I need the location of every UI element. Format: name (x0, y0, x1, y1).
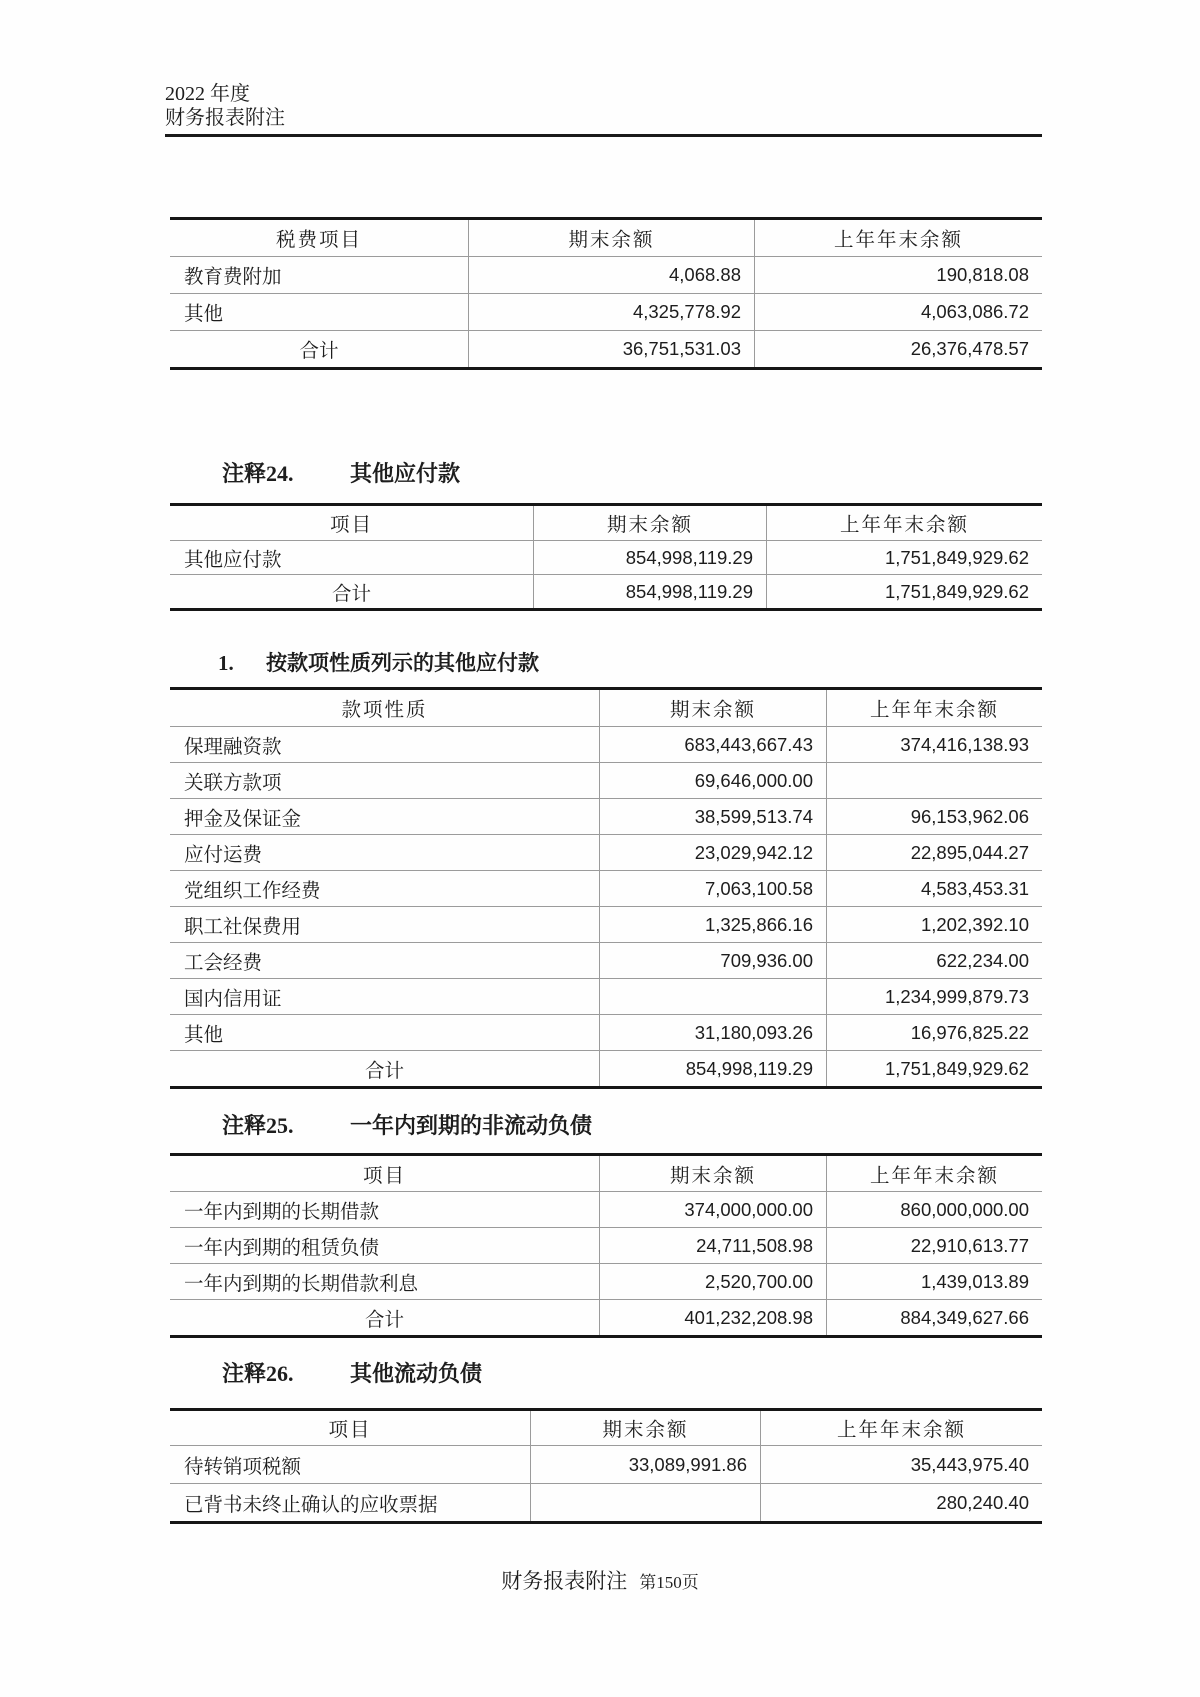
table-other-payables-by-nature (170, 687, 1042, 1089)
table-non-current-due-within-one-year (170, 1153, 1042, 1338)
amount-current: 854,998,119.29 (533, 541, 766, 574)
table-row (170, 978, 1042, 1014)
table-row (170, 1445, 1042, 1483)
amount-prior: 4,583,453.31 (826, 871, 1042, 906)
amount-prior: 1,751,849,929.62 (826, 1051, 1042, 1086)
column-header: 期末余额 (599, 1156, 826, 1191)
sub-number: 1. (218, 651, 234, 675)
amount-current (599, 979, 826, 1014)
table-row (170, 1263, 1042, 1299)
amount-prior (826, 763, 1042, 798)
row-label: 一年内到期的长期借款 (184, 1201, 380, 1223)
amount-current: 854,998,119.29 (533, 575, 766, 608)
row-label: 合计 (364, 1060, 404, 1082)
amount-prior: 860,000,000.00 (826, 1192, 1042, 1227)
sub-heading-by-nature (218, 650, 539, 677)
note-number: 注释25. (222, 1113, 294, 1138)
table-total-row (170, 330, 1042, 367)
table-row (170, 1014, 1042, 1050)
amount-prior: 1,751,849,929.62 (766, 541, 1042, 574)
note-title: 其他应付款 (350, 461, 461, 486)
amount-prior: 622,234.00 (826, 943, 1042, 978)
table-other-payables-summary (170, 503, 1042, 611)
table-row (170, 870, 1042, 906)
amount-prior: 4,063,086.72 (754, 294, 1042, 330)
table-header-row (170, 1156, 1042, 1191)
table-row (170, 942, 1042, 978)
footer-doc-title: 财务报表附注 (501, 1569, 628, 1593)
table-total-row (170, 574, 1042, 608)
column-header: 项目 (328, 1420, 372, 1441)
column-header: 项目 (329, 515, 373, 536)
amount-prior: 190,818.08 (754, 257, 1042, 293)
amount-current: 4,325,778.92 (468, 294, 754, 330)
table-header-row (170, 220, 1042, 256)
row-label: 保理融资款 (184, 736, 282, 758)
table-row (170, 834, 1042, 870)
amount-current: 683,443,667.43 (599, 727, 826, 762)
page-footer (0, 1565, 1200, 1595)
column-header: 税费项目 (275, 230, 362, 251)
amount-prior: 1,439,013.89 (826, 1264, 1042, 1299)
amount-prior: 22,910,613.77 (826, 1228, 1042, 1263)
note-number: 注释26. (222, 1361, 294, 1386)
column-header: 上年年末余额 (826, 1156, 1042, 1191)
column-header: 款项性质 (341, 700, 428, 721)
amount-prior: 374,416,138.93 (826, 727, 1042, 762)
table-row (170, 256, 1042, 293)
report-year: 2022 年度 (165, 83, 250, 105)
table-row (170, 293, 1042, 330)
amount-current: 2,520,700.00 (599, 1264, 826, 1299)
row-label: 合计 (331, 583, 371, 605)
column-header: 期末余额 (530, 1411, 760, 1445)
report-title: 财务报表附注 (165, 107, 285, 129)
amount-current: 24,711,508.98 (599, 1228, 826, 1263)
column-header: 期末余额 (533, 506, 766, 540)
amount-current (530, 1484, 760, 1521)
amount-prior: 280,240.40 (760, 1484, 1042, 1521)
row-label: 一年内到期的租赁负债 (184, 1237, 380, 1259)
amount-prior: 1,751,849,929.62 (766, 575, 1042, 608)
amount-current: 31,180,093.26 (599, 1015, 826, 1050)
amount-prior: 884,349,627.66 (826, 1300, 1042, 1335)
section-heading-note24 (222, 460, 460, 488)
note-title: 一年内到期的非流动负债 (350, 1113, 593, 1138)
row-label: 已背书未终止确认的应收票据 (184, 1494, 438, 1516)
column-header: 上年年末余额 (754, 220, 1042, 256)
table-total-row (170, 1050, 1042, 1086)
row-label: 待转销项税额 (184, 1456, 302, 1478)
amount-current: 374,000,000.00 (599, 1192, 826, 1227)
amount-prior: 16,976,825.22 (826, 1015, 1042, 1050)
amount-current: 4,068.88 (468, 257, 754, 293)
table-header-row (170, 506, 1042, 540)
table-tax-surcharges (170, 217, 1042, 370)
column-header: 上年年末余额 (826, 690, 1042, 726)
row-label: 其他 (184, 304, 224, 325)
amount-prior: 26,376,478.57 (754, 331, 1042, 367)
amount-current: 709,936.00 (599, 943, 826, 978)
row-label: 工会经费 (184, 952, 263, 974)
table-row (170, 762, 1042, 798)
table-header-row (170, 690, 1042, 726)
amount-current: 69,646,000.00 (599, 763, 826, 798)
column-header: 上年年末余额 (766, 506, 1042, 540)
row-label: 关联方款项 (184, 772, 282, 794)
row-label: 押金及保证金 (184, 808, 302, 830)
amount-prior: 1,202,392.10 (826, 907, 1042, 942)
table-header-row (170, 1411, 1042, 1445)
amount-prior: 22,895,044.27 (826, 835, 1042, 870)
row-label: 国内信用证 (184, 988, 282, 1010)
row-label: 教育费附加 (184, 267, 282, 288)
table-row (170, 1227, 1042, 1263)
header-rule (165, 134, 1042, 137)
amount-prior: 1,234,999,879.73 (826, 979, 1042, 1014)
table-row (170, 906, 1042, 942)
amount-current: 38,599,513.74 (599, 799, 826, 834)
row-label: 其他应付款 (184, 549, 282, 571)
table-row (170, 540, 1042, 574)
note-number: 注释24. (222, 461, 294, 486)
amount-prior: 96,153,962.06 (826, 799, 1042, 834)
row-label: 职工社保费用 (184, 916, 302, 938)
footer-page-number: 第150页 (639, 1573, 699, 1592)
row-label: 一年内到期的长期借款利息 (184, 1273, 419, 1295)
table-other-current-liabilities (170, 1408, 1042, 1524)
amount-current: 7,063,100.58 (599, 871, 826, 906)
amount-current: 36,751,531.03 (468, 331, 754, 367)
row-label: 合计 (299, 341, 339, 362)
table-row (170, 798, 1042, 834)
column-header: 期末余额 (468, 220, 754, 256)
row-label: 党组织工作经费 (184, 880, 321, 902)
table-row (170, 726, 1042, 762)
amount-current: 1,325,866.16 (599, 907, 826, 942)
table-row (170, 1191, 1042, 1227)
row-label: 其他 (184, 1024, 224, 1046)
row-label: 合计 (364, 1309, 404, 1331)
amount-current: 854,998,119.29 (599, 1051, 826, 1086)
column-header: 上年年末余额 (760, 1411, 1042, 1445)
column-header: 期末余额 (599, 690, 826, 726)
section-heading-note26 (222, 1360, 482, 1388)
amount-prior: 35,443,975.40 (760, 1446, 1042, 1483)
amount-current: 33,089,991.86 (530, 1446, 760, 1483)
column-header: 项目 (362, 1165, 406, 1187)
section-heading-note25 (222, 1112, 592, 1140)
table-total-row (170, 1299, 1042, 1335)
note-title: 其他流动负债 (350, 1361, 483, 1386)
amount-current: 23,029,942.12 (599, 835, 826, 870)
amount-current: 401,232,208.98 (599, 1300, 826, 1335)
table-row (170, 1483, 1042, 1521)
sub-title: 按款项性质列示的其他应付款 (266, 651, 539, 675)
page-header (165, 82, 285, 130)
row-label: 应付运费 (184, 844, 263, 866)
